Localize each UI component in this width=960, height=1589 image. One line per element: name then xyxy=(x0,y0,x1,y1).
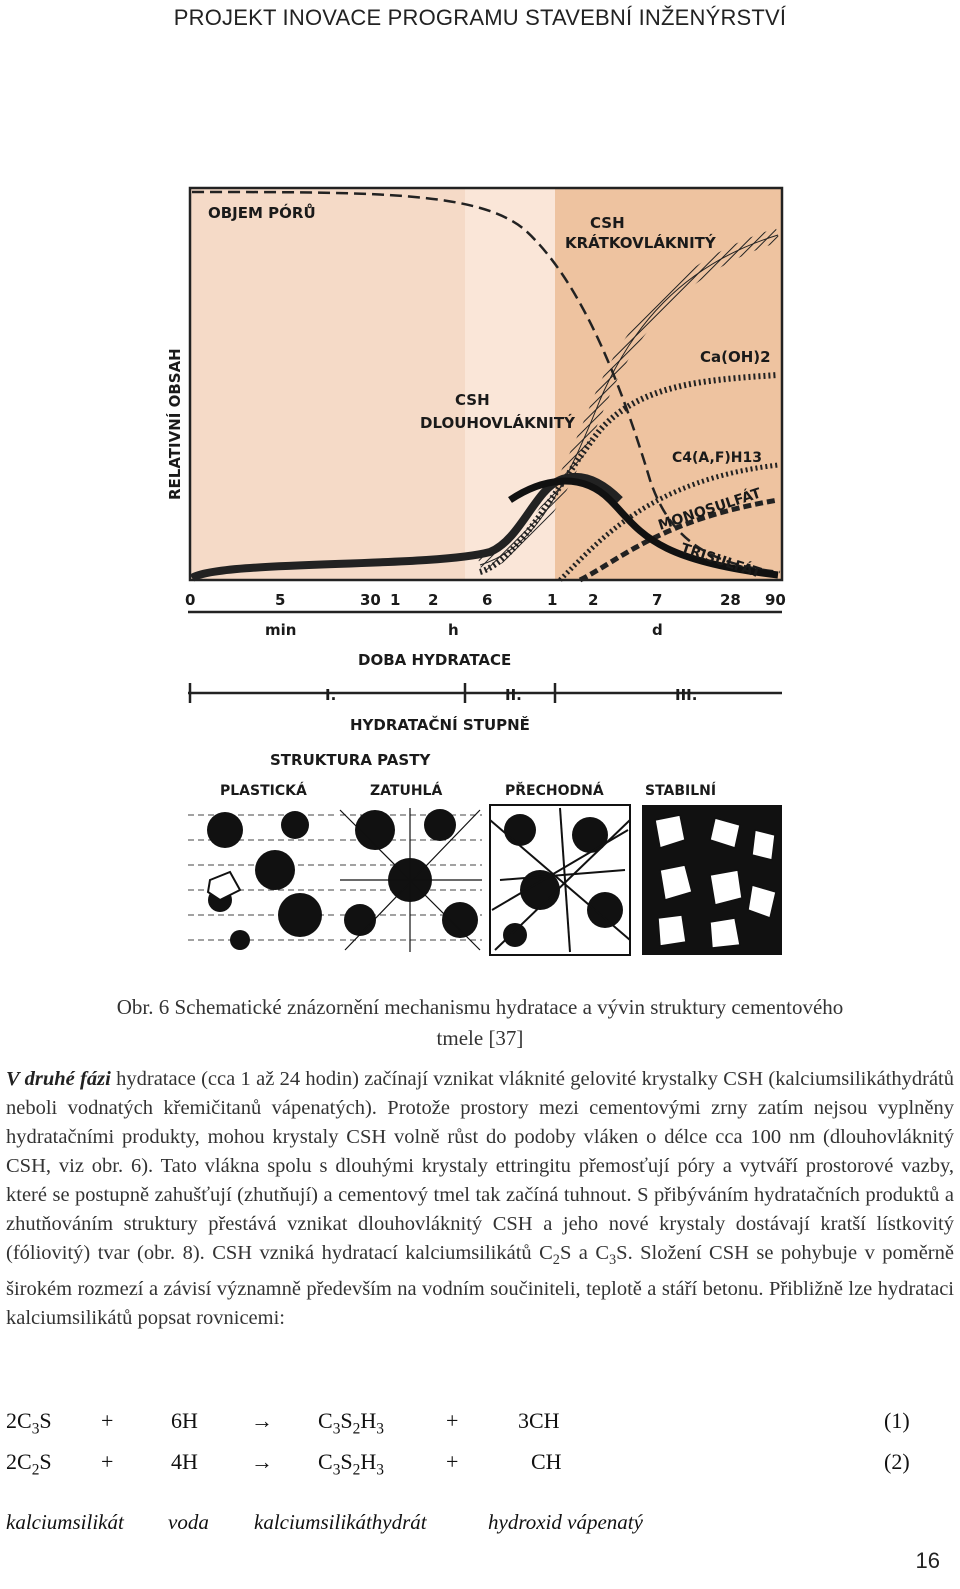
stage-label-2: II. xyxy=(505,686,522,704)
hydration-diagram xyxy=(166,180,800,980)
caption-line-2: tmele [37] xyxy=(436,1026,524,1050)
zone-stage-1 xyxy=(190,188,465,580)
structure-panel-hardened xyxy=(340,808,482,952)
page-number: 16 xyxy=(915,1548,940,1573)
tick-1d: 1 xyxy=(547,591,558,609)
tick-90d: 90 xyxy=(765,591,786,609)
tick-1h: 1 xyxy=(390,591,401,609)
eq2-product: $C_3S_2H_3$ xyxy=(318,1449,384,1479)
tick-2h: 2 xyxy=(428,591,439,609)
eq1-number: (1) xyxy=(884,1408,910,1433)
tick-28d: 28 xyxy=(720,591,741,609)
body-paragraph xyxy=(6,1065,954,1333)
eq1-arrow: → xyxy=(251,1408,273,1433)
label-trisulfat: TRISULFÁT xyxy=(678,540,763,582)
tick-6h: 6 xyxy=(482,591,493,609)
label-caoh2: Ca(OH)2 xyxy=(700,348,771,366)
label-c4afh: C4(A,F)H13 xyxy=(672,450,762,466)
stage-label-1: I. xyxy=(325,686,337,704)
eq1-product: $C_3S_2H_3$ xyxy=(318,1408,384,1438)
tick-5: 5 xyxy=(275,591,286,609)
eq-label-water: voda xyxy=(168,1510,209,1534)
eq2-plus-1: + xyxy=(101,1449,114,1474)
structure-label-transition: PŘECHODNÁ xyxy=(505,783,604,799)
y-axis-label: RELATIVNÍ OBSAH xyxy=(166,348,184,500)
paragraph-sub-1: 2 xyxy=(552,1252,560,1269)
unit-min: min xyxy=(265,621,297,639)
structure-title: STRUKTURA PASTY xyxy=(270,751,431,769)
eq2-reactant: $2C_2S$ xyxy=(6,1449,52,1479)
stage-label-3: III. xyxy=(675,686,698,704)
tick-0: 0 xyxy=(185,591,196,609)
tick-30: 30 xyxy=(360,591,381,609)
eq1-plus-1: + xyxy=(101,1408,114,1433)
paragraph-text-3: S. Složení CSH se pohybuje v poměrně širokém rozmezí a závisí významně především na vodním součiniteli, teplotě a stáří betonu. Přibližně lze hydrataci kalciumsilikátů popsat rovnicemi: xyxy=(6,1242,954,1330)
structure-label-hardened: ZATUHLÁ xyxy=(370,783,443,799)
label-csh-short-1: CSH xyxy=(590,214,625,232)
caption-line-1: Obr. 6 Schematické znázornění mechanismu hydratace a vývin struktury cementového xyxy=(116,995,844,1019)
label-csh-long-1: CSH xyxy=(455,391,490,409)
eq1-product-2: 3CH xyxy=(518,1408,560,1433)
equation-2 xyxy=(6,1449,954,1479)
structure-panel-stable xyxy=(642,805,782,955)
tick-7d: 7 xyxy=(652,591,663,609)
unit-d: d xyxy=(652,621,663,639)
eq-label-silicate: kalciumsilikát xyxy=(6,1510,124,1534)
eq2-product-2: CH xyxy=(531,1449,562,1474)
structure-panel-transition xyxy=(490,805,630,955)
structure-label-stable: STABILNÍ xyxy=(645,783,717,799)
eq-label-hydrate: kalciumsilikáthydrát xyxy=(254,1510,427,1534)
eq2-number: (2) xyxy=(884,1449,910,1474)
tick-2d: 2 xyxy=(588,591,599,609)
eq2-arrow: → xyxy=(251,1449,273,1474)
stage-title: HYDRATAČNÍ STUPNĚ xyxy=(350,716,530,734)
eq1-reactant: $2C_3S$ xyxy=(6,1408,52,1438)
paragraph-lead: V druhé fázi xyxy=(6,1068,111,1090)
structure-label-plastic: PLASTICKÁ xyxy=(220,783,307,799)
label-pore-volume: OBJEM PÓRŮ xyxy=(208,204,316,222)
figure-caption xyxy=(0,992,960,1054)
eq1-plus-2: + xyxy=(446,1408,459,1433)
label-monosulfat: MONOSULFÁT xyxy=(656,485,764,534)
paragraph-text-1: hydratace (cca 1 až 24 hodin) začínají vznikat vláknité gelovité krystalky CSH (kalciumsilikáthydrátů neboli vodnatých křemičitanů vápenatých). Protože prostory mezi cementovými zrny zatím nejsou vyplněny hydratačními produkty, mohou krystaly CSH volně růst do podoby vláken o délce cca 100 nm (dlouhovláknitý CSH, viz obr. 6). Tato vlákna spolu s dlouhými krystaly ettringitu přemosťují póry a vytváří prostorové vazby, které se postupně zahušťují (zhutňují) a cementový tmel tak začíná tuhnout. S přibýváním hydratačních produktů a zhutňováním struktury přestává vznikat dlouhovláknitý CSH a jeho nové krystaly dostávají kratší lístkovitý (fóliovitý) tvar (obr. 8). CSH vzniká hydratací kalciumsilikátů C xyxy=(6,1068,954,1264)
eq2-plus-2: + xyxy=(446,1449,459,1474)
paragraph-text-2: S a C xyxy=(559,1242,609,1264)
hydration-figure xyxy=(166,180,800,980)
unit-h: h xyxy=(448,621,459,639)
page-header: PROJEKT INOVACE PROGRAMU STAVEBNÍ INŽENÝRSTVÍ xyxy=(173,5,787,30)
label-csh-short-2: KRÁTKOVLÁKNITÝ xyxy=(565,234,716,252)
eq-label-hydroxide: hydroxid vápenatý xyxy=(488,1510,643,1534)
paragraph-sub-2: 3 xyxy=(609,1252,617,1269)
eq2-water: 4H xyxy=(171,1449,198,1474)
label-csh-long-2: DLOUHOVLÁKNITÝ xyxy=(420,414,575,432)
equation-1 xyxy=(6,1408,954,1438)
eq1-water: 6H xyxy=(171,1408,198,1433)
structure-panel-plastic xyxy=(188,811,335,950)
x-axis-title: DOBA HYDRATACE xyxy=(358,651,512,669)
